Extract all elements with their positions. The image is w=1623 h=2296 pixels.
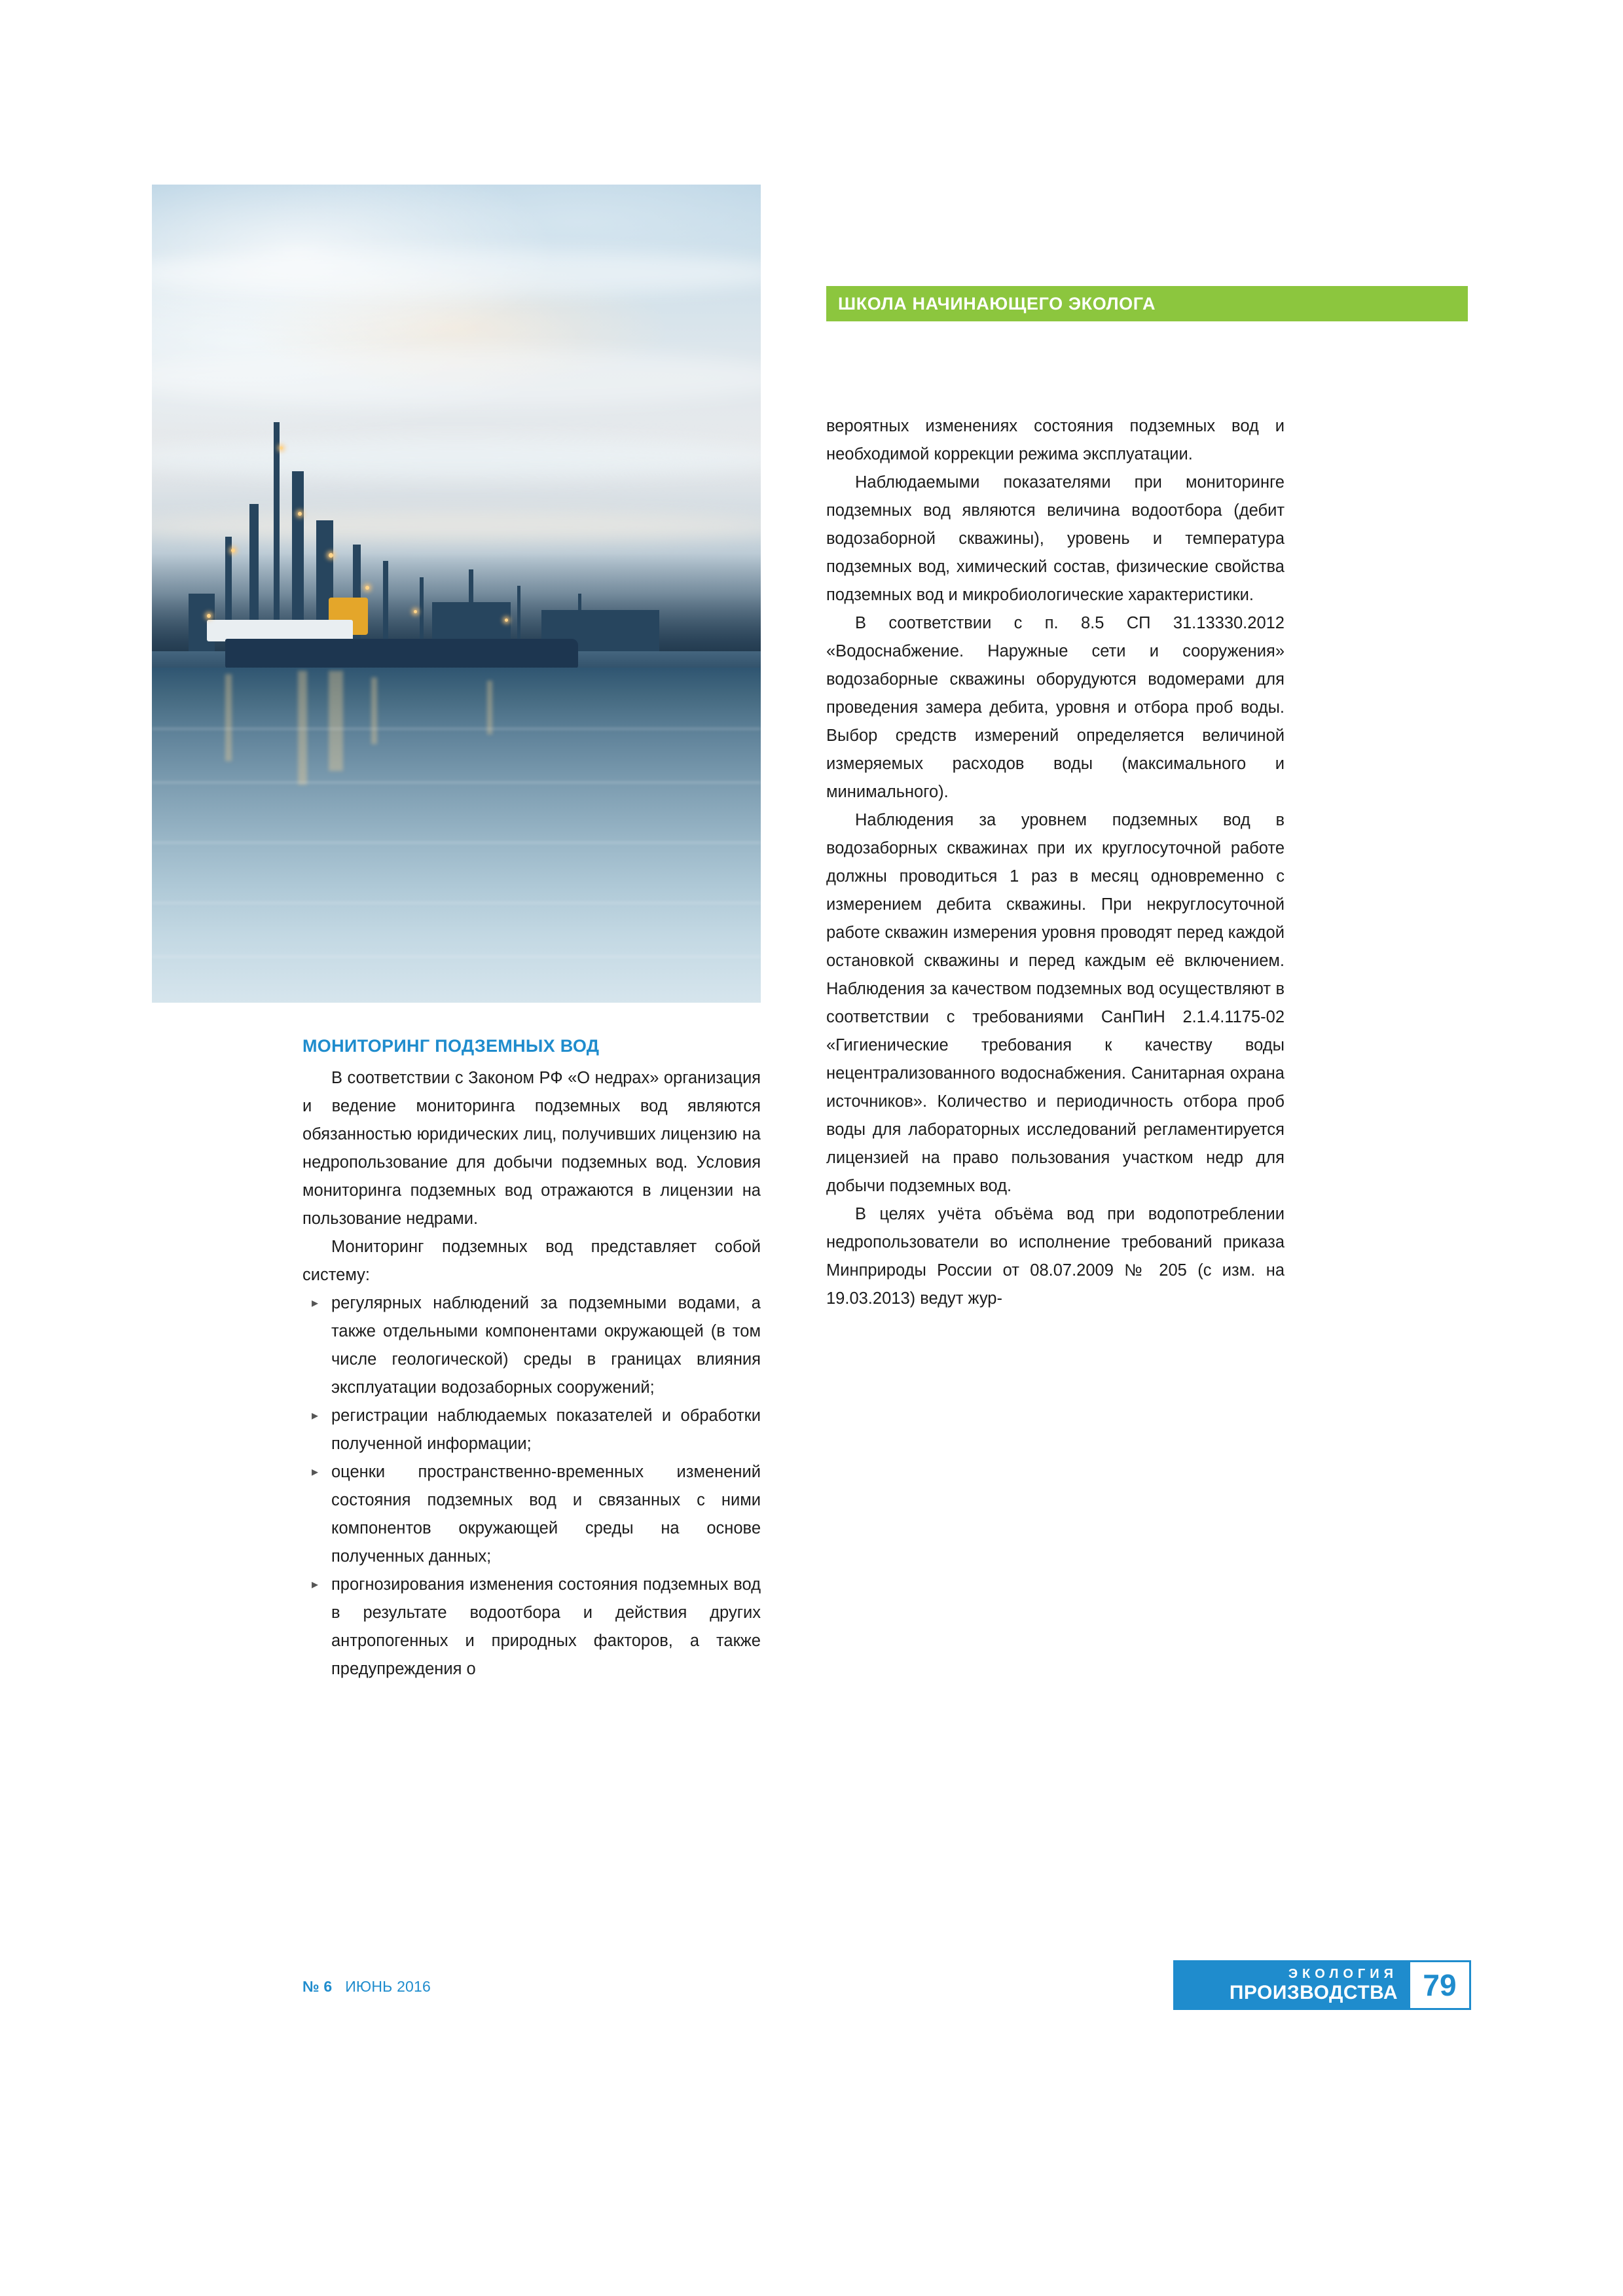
photo-wave bbox=[152, 781, 761, 783]
bullet-marker-icon: ▸ bbox=[312, 1408, 319, 1423]
paragraph: Мониторинг подземных вод представляет собой систему: bbox=[302, 1238, 761, 1284]
photo-light bbox=[207, 614, 211, 618]
logo-text-block bbox=[1173, 1960, 1408, 2010]
list-item bbox=[302, 1289, 761, 1402]
list-item bbox=[302, 1402, 761, 1458]
photo-cloud bbox=[152, 439, 761, 478]
photo-reflection bbox=[329, 671, 343, 772]
section-banner bbox=[826, 286, 1468, 321]
photo-wave bbox=[152, 902, 761, 904]
article-subheading: МОНИТОРИНГ ПОДЗЕМНЫХ ВОД bbox=[302, 1036, 600, 1056]
photo-reflection bbox=[371, 677, 377, 745]
page-number: 79 bbox=[1408, 1960, 1471, 2010]
paragraph: В соответствии с Законом РФ «О недрах» организация и ведение мониторинга подземных вод являются обязанностью юридических лиц, получивших лицензию на недропользование для добычи подземных вод. Условия мониторинга подземных вод отражаются в лицензии на пользование недрами. bbox=[302, 1069, 761, 1228]
footer-issue-date: ИЮНЬ 2016 bbox=[345, 1978, 431, 1995]
photo-reflection bbox=[487, 681, 492, 734]
footer-issue bbox=[302, 1978, 431, 1996]
list-item-text: регулярных наблюдений за подземными водами, а также отдельными компонентами окружающей (в том числе геологической) среды в границах влияния эксплуатации водозаборных сооружений; bbox=[331, 1294, 761, 1397]
list-item-text: регистрации наблюдаемых показателей и обработки полученной информации; bbox=[331, 1407, 761, 1453]
list-item-text: прогнозирования изменения состояния подземных вод в результате водоотбора и действия других антропогенных и природных факторов, а также предупреждения о bbox=[331, 1575, 761, 1678]
logo-line-production: ПРОИЗВОДСТВА bbox=[1229, 1982, 1398, 2003]
photo-tower bbox=[274, 422, 280, 651]
paragraph: В целях учёта объёма вод при водопотреблении недропользователи во исполнение требований приказа Минприроды России от 08.07.2009 № 205 (с изм. на 19.03.2013) ведут жур- bbox=[826, 1205, 1285, 1308]
paragraph: Наблюдаемыми показателями при мониторинге подземных вод являются величина водоотбора (дебит водозаборной скважины), уровень и температура подземных вод, химический состав, физические свойства подземных вод и микробиологические характеристики. bbox=[826, 473, 1285, 604]
photo-light bbox=[414, 610, 417, 613]
list-item-text: оценки пространственно-временных изменений состояния подземных вод и связанных с ними компонентов окружающей среды на основе полученных данных; bbox=[331, 1463, 761, 1566]
photo-water bbox=[152, 668, 761, 1003]
bullet-list bbox=[302, 1289, 761, 1683]
photo-wave bbox=[152, 956, 761, 958]
photo-light bbox=[505, 619, 508, 622]
paragraph: В соответствии с п. 8.5 СП 31.13330.2012 «Водоснабжение. Наружные сети и сооружения» водозаборные скважины оборудуются водомерами для проведения замера дебита, уровня и отбора проб воды. Выбор средств измерений определяется величиной измеряемых расходов воды (максимального и минимального). bbox=[826, 614, 1285, 801]
magazine-logo bbox=[1173, 1960, 1471, 2010]
paragraph: вероятных изменениях состояния подземных вод и необходимой коррекции режима эксплуатации. bbox=[826, 417, 1285, 463]
photo-wave bbox=[152, 842, 761, 844]
list-item bbox=[302, 1458, 761, 1571]
bullet-marker-icon: ▸ bbox=[312, 1465, 319, 1479]
logo-line-ecology: ЭКОЛОГИЯ bbox=[1288, 1967, 1398, 1981]
list-item bbox=[302, 1571, 761, 1683]
photo-reflection bbox=[225, 674, 232, 761]
oil-refinery-photo bbox=[152, 185, 761, 1003]
photo-vessel-superstructure bbox=[207, 620, 353, 641]
left-column bbox=[302, 1034, 761, 1683]
photo-tanker bbox=[225, 639, 578, 668]
right-column bbox=[826, 412, 1285, 1313]
photo-cloud bbox=[152, 250, 761, 296]
photo-tower bbox=[383, 561, 388, 651]
footer-issue-number: № 6 bbox=[302, 1978, 333, 1995]
photo-wave bbox=[152, 728, 761, 730]
photo-light bbox=[329, 553, 333, 558]
photo-light bbox=[365, 586, 369, 590]
paragraph: Наблюдения за уровнем подземных вод в водозаборных скважинах при их круглосуточной работе должны проводиться 1 раз в месяц одновременно с измерением дебита скважины. При некруглосуточной работе скважин измерения уровня проводят перед каждой остановкой скважины и перед каждым её включением. Наблюдения за качеством подземных вод осуществляют в соответствии с требованиями СанПиН 2.1.4.1175-02 «Гигиенические требования к качеству воды нецентрализованного водоснабжения. Санитарная охрана источников». Количество и периодичность отбора проб воды для лабораторных исследований регламентируется лицензией на право пользования участком недр для добычи подземных вод. bbox=[826, 811, 1285, 1195]
bullet-marker-icon: ▸ bbox=[312, 1577, 319, 1592]
bullet-marker-icon: ▸ bbox=[312, 1296, 319, 1310]
section-banner-label: ШКОЛА НАЧИНАЮЩЕГО ЭКОЛОГА bbox=[838, 293, 1156, 314]
photo-cloud bbox=[152, 512, 761, 542]
photo-cloud bbox=[152, 348, 761, 407]
